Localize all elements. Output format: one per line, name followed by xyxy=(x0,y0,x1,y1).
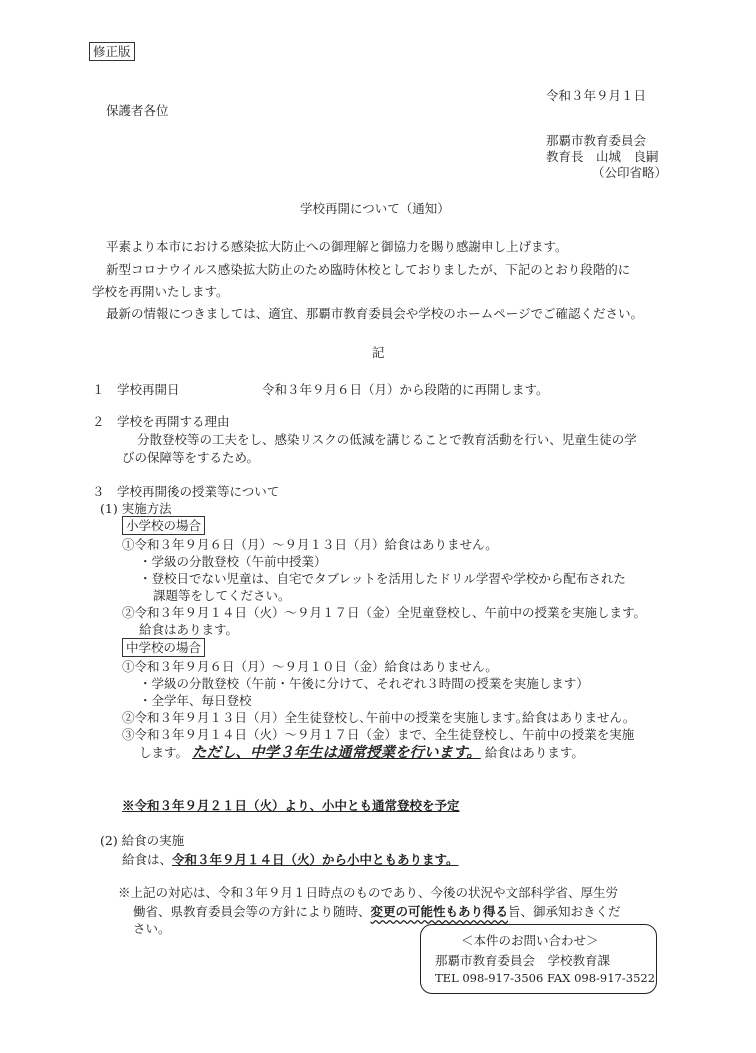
elementary-line-4: 課題等をしてください。 xyxy=(153,588,291,603)
junior-line-6-pre: します。 xyxy=(139,745,189,760)
regular-attendance-notice: ※令和３年９月２１日（火）より、小中とも通常登校を予定 xyxy=(122,798,460,813)
elementary-line-5: ②令和３年９月１４日（火）～９月１７日（金）全児童登校し、午前中の授業を実施します。 xyxy=(122,605,647,620)
section2-line-1: 分散登校等の工夫をし、感染リスクの低減を講じることで教育活動を行い、児童生徒の学 xyxy=(137,432,637,447)
junior-line-3: ・全学年、毎日登校 xyxy=(139,693,252,708)
junior-line-6 xyxy=(139,745,584,762)
footnote-line-1: ※上記の対応は、令和３年９月１日時点のものであり、今後の状況や文部科学省、厚生労 xyxy=(118,885,619,900)
intro-line-3: 学校を再開いたします。 xyxy=(92,284,229,299)
revision-stamp: 修正版 xyxy=(89,42,135,61)
contact-department: 那覇市教育委員会 学校教育課 xyxy=(435,953,611,968)
ki-heading: 記 xyxy=(372,345,385,360)
recipient: 保護者各位 xyxy=(106,103,169,118)
junior-line-5: ③令和３年９月１４日（火）～９月１７日（金）まで、全生徒登校し、午前中の授業を実施 xyxy=(122,727,635,742)
contact-box xyxy=(420,924,657,994)
section2-line-2: びの保障等をするため。 xyxy=(122,450,260,465)
elementary-line-6: 給食はあります。 xyxy=(139,622,239,637)
footnote-line-3: さい。 xyxy=(133,921,171,936)
junior-line-6-post: 給食はあります。 xyxy=(484,745,584,760)
contact-phone-fax: TEL 098-917-3506 FAX 098-917-3522 xyxy=(435,971,656,985)
sender-name: 教育長 山城 良嗣 xyxy=(546,149,659,164)
subsection1-heading: (1) 実施方法 xyxy=(100,501,172,516)
elementary-line-2: ・学級の分散登校（午前中授業） xyxy=(139,554,327,569)
footnote-line-2-pre: 働省、県教育委員会等の方針により随時、 xyxy=(133,904,371,919)
intro-line-4: 最新の情報につきましては、適宜、那覇市教育委員会や学校のホームページでご確認ください。 xyxy=(106,306,644,321)
section1-text: 令和３年９月６日（月）から段階的に再開します。 xyxy=(262,382,549,397)
section2-heading: ２ 学校を再開する理由 xyxy=(92,414,230,429)
section3-heading: ３ 学校再開後の授業等について xyxy=(92,484,280,499)
lunch-line xyxy=(122,852,459,867)
intro-line-2: 新型コロナウイルス感染拡大防止のため臨時休校としておりましたが、下記のとおり段階的に xyxy=(106,262,631,277)
lunch-pre: 給食は、 xyxy=(122,852,173,867)
elementary-line-3: ・登校日でない児童は、自宅でタブレットを活用したドリル学習や学校から配布された xyxy=(139,571,626,586)
contact-title: ＜本件のお問い合わせ＞ xyxy=(461,933,599,948)
intro-line-1: 平素より本市における感染拡大防止への御理解と御協力を賜り感謝申し上げます。 xyxy=(106,239,568,254)
seal-omitted: （公印省略） xyxy=(592,165,668,180)
third-grade-emphasis: ただし、中学３年生は通常授業を行います。 xyxy=(192,745,481,761)
footnote-line-2 xyxy=(133,904,621,919)
junior-label: 中学校の場合 xyxy=(122,638,205,657)
junior-line-2: ・学級の分散登校（午前・午後に分けて、それぞれ３時間の授業を実施します） xyxy=(139,676,589,691)
junior-line-4: ②令和３年９月１３日（月）全生徒登校し､午前中の授業を実施します｡給食はありません。 xyxy=(122,710,636,725)
document-title: 学校再開について（通知） xyxy=(300,201,450,216)
footnote-line-2-post: 旨、御承知おきくだ xyxy=(508,904,621,919)
document-date: 令和３年９月１日 xyxy=(546,88,647,103)
sender-org: 那覇市教育委員会 xyxy=(546,133,647,148)
subsection2-heading: (2) 給食の実施 xyxy=(100,833,185,848)
change-possibility-emphasis: 変更の可能性もあり得る xyxy=(370,904,509,919)
elementary-label: 小学校の場合 xyxy=(122,516,205,535)
elementary-line-1: ①令和３年９月６日（月）～９月１３日（月）給食はありません。 xyxy=(122,537,498,552)
lunch-emphasis: 令和３年９月１４日（火）から小中ともあります。 xyxy=(172,852,459,867)
junior-line-1: ①令和３年９月６日（月）～９月１０日（金）給食はありません。 xyxy=(122,659,498,674)
section1-label: １ 学校再開日 xyxy=(92,382,180,397)
